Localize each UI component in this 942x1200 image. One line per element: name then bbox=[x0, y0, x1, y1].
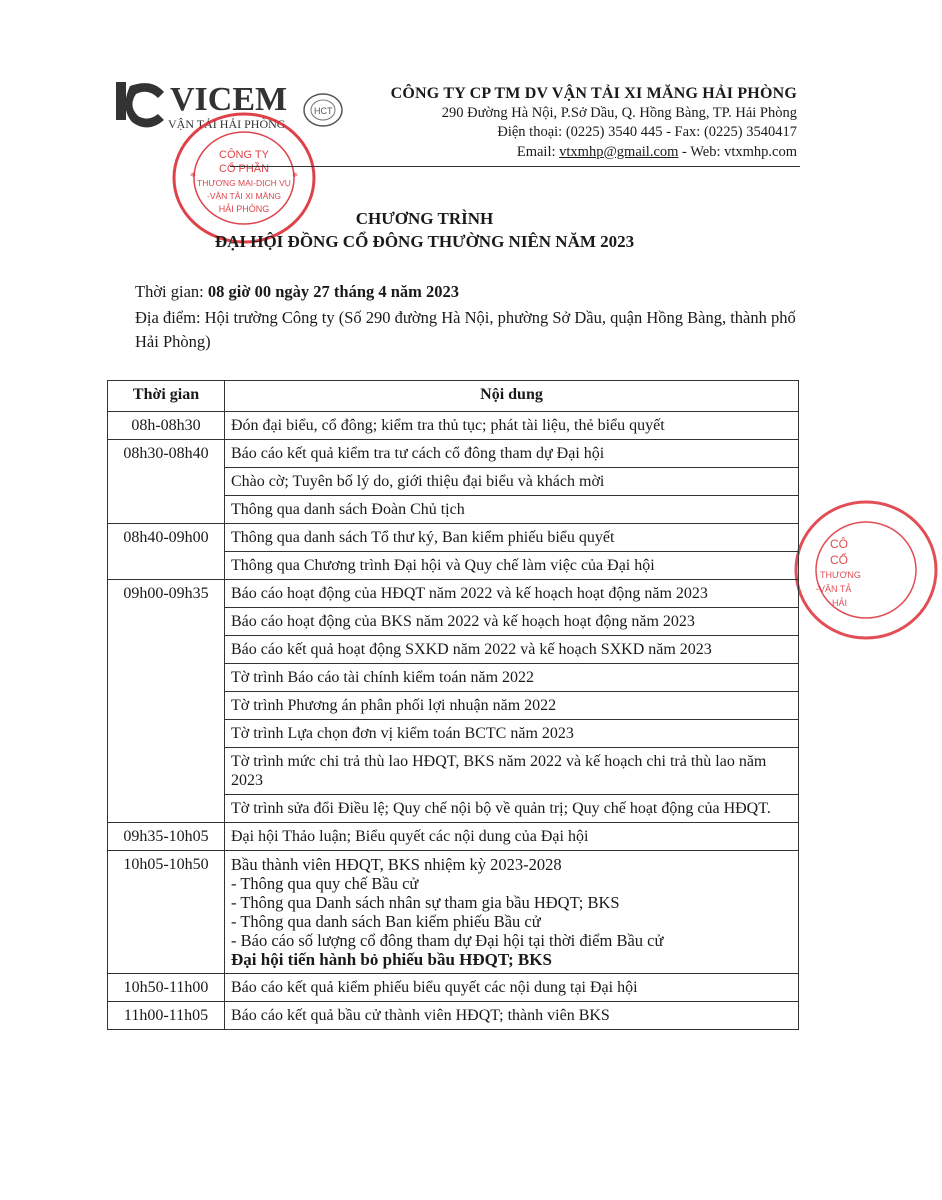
row-content: Chào cờ; Tuyên bố lý do, giới thiệu đại biểu và khách mời bbox=[225, 468, 799, 496]
row-time: 08h-08h30 bbox=[108, 412, 225, 440]
row-time: 11h00-11h05 bbox=[108, 1002, 225, 1030]
row-time: 10h05-10h50 bbox=[108, 851, 225, 974]
time-label: Thời gian: bbox=[135, 282, 208, 301]
row-content: Tờ trình sửa đổi Điều lệ; Quy chế nội bộ về quản trị; Quy chế hoạt động của HĐQT. bbox=[225, 795, 799, 823]
table-row bbox=[108, 823, 799, 851]
svg-text:CÔNG TY: CÔNG TY bbox=[219, 149, 269, 161]
block-line: - Thông qua Danh sách nhân sự tham gia bầu HĐQT; BKS bbox=[231, 893, 620, 912]
table-row bbox=[108, 580, 799, 608]
row-content: Tờ trình Báo cáo tài chính kiểm toán năm 2022 bbox=[225, 664, 799, 692]
table-row bbox=[108, 974, 799, 1002]
svg-text:HẢI PHÒNG: HẢI PHÒNG bbox=[218, 204, 270, 214]
svg-text:CỔ: CỔ bbox=[830, 553, 848, 567]
row-content: Báo cáo kết quả hoạt động SXKD năm 2022 và kế hoạch SXKD năm 2023 bbox=[225, 636, 799, 664]
header-content: Nội dung bbox=[225, 381, 799, 412]
row-content: Thông qua danh sách Tổ thư ký, Ban kiểm phiếu biểu quyết bbox=[225, 524, 799, 552]
block-line: - Thông qua quy chế Bầu cử bbox=[231, 874, 419, 893]
document-title: CHƯƠNG TRÌNH bbox=[355, 209, 494, 228]
svg-text:HẢI: HẢI bbox=[832, 598, 848, 608]
svg-text:*: * bbox=[190, 169, 196, 183]
row-time: 10h50-11h00 bbox=[108, 974, 225, 1002]
table-row bbox=[108, 524, 799, 552]
time-value: 08 giờ 00 ngày 27 tháng 4 năm 2023 bbox=[207, 282, 460, 301]
table-header-row bbox=[108, 381, 799, 412]
header-time: Thời gian bbox=[108, 381, 225, 412]
svg-text:CỔ PHẦN: CỔ PHẦN bbox=[218, 163, 270, 175]
meeting-time bbox=[135, 280, 459, 304]
email-label: Email: bbox=[516, 143, 560, 160]
row-time: 09h00-09h35 bbox=[108, 580, 225, 823]
block-line-bold: Đại hội tiến hành bỏ phiếu bầu HĐQT; BKS bbox=[231, 950, 552, 969]
svg-text:*: * bbox=[292, 169, 298, 183]
header-divider bbox=[230, 166, 800, 167]
company-phone: Điện thoại: (0225) 3540 445 - Fax: (0225) 3540417 bbox=[497, 124, 797, 140]
table-row bbox=[108, 1002, 799, 1030]
row-content: Báo cáo hoạt động của HĐQT năm 2022 và kế hoạch hoạt động năm 2023 bbox=[225, 580, 799, 608]
company-seal-stamp-edge bbox=[790, 490, 880, 650]
company-address: 290 Đường Hà Nội, P.Sở Dầu, Q. Hồng Bàng, TP. Hải Phòng bbox=[441, 104, 797, 121]
block-line: - Thông qua danh sách Ban kiểm phiếu Bầu cử bbox=[231, 912, 541, 931]
row-content: Thông qua Chương trình Đại hội và Quy chế làm việc của Đại hội bbox=[225, 552, 799, 580]
meeting-place: Địa điểm: Hội trường Công ty (Số 290 đường Hà Nội, phường Sở Dầu, quận Hồng Bàng, thành phố Hải Phòng) bbox=[135, 308, 796, 351]
block-line: Bầu thành viên HĐQT, BKS nhiệm kỳ 2023-2028 bbox=[231, 855, 562, 874]
company-info bbox=[391, 84, 797, 162]
svg-text:THƯƠNG: THƯƠNG bbox=[820, 570, 861, 580]
row-content: Báo cáo hoạt động của BKS năm 2022 và kế hoạch hoạt động năm 2023 bbox=[225, 608, 799, 636]
table-row bbox=[108, 440, 799, 468]
row-content: Tờ trình Lựa chọn đơn vị kiểm toán BCTC năm 2023 bbox=[225, 720, 799, 748]
company-name: CÔNG TY CP TM DV VẬN TẢI XI MĂNG HẢI PHÒNG bbox=[390, 85, 797, 102]
row-content: Báo cáo kết quả kiểm tra tư cách cổ đông tham dự Đại hội bbox=[225, 440, 799, 468]
block-line: - Báo cáo số lượng cổ đông tham dự Đại hội tại thời điểm Bầu cử bbox=[231, 931, 664, 950]
row-time: 09h35-10h05 bbox=[108, 823, 225, 851]
row-content-block bbox=[225, 851, 799, 974]
row-content: Báo cáo kết quả bầu cử thành viên HĐQT; thành viên BKS bbox=[225, 1002, 799, 1030]
svg-text:CÔ: CÔ bbox=[830, 537, 848, 551]
svg-text:-VẬN TẢ: -VẬN TẢ bbox=[816, 584, 852, 594]
table-row bbox=[108, 412, 799, 440]
row-content: Báo cáo kết quả kiểm phiếu biểu quyết các nội dung tại Đại hội bbox=[225, 974, 799, 1002]
svg-text:-VẬN TẢI XI MĂNG: -VẬN TẢI XI MĂNG bbox=[207, 191, 281, 201]
row-content: Tờ trình Phương án phân phối lợi nhuận năm 2022 bbox=[225, 692, 799, 720]
row-content: Đón đại biểu, cổ đông; kiểm tra thủ tục; phát tài liệu, thẻ biểu quyết bbox=[225, 412, 799, 440]
row-time: 08h30-08h40 bbox=[108, 440, 225, 524]
company-contact bbox=[391, 143, 797, 163]
svg-text:HCT: HCT bbox=[314, 106, 333, 116]
row-content: Đại hội Thảo luận; Biểu quyết các nội dung của Đại hội bbox=[225, 823, 799, 851]
svg-text:THƯƠNG MẠI-DỊCH VỤ: THƯƠNG MẠI-DỊCH VỤ bbox=[197, 178, 291, 188]
table-row bbox=[108, 851, 799, 974]
logo-text: VICEM bbox=[170, 81, 288, 118]
row-content: Tờ trình mức chi trả thù lao HĐQT, BKS năm 2022 và kế hoạch chi trả thù lao năm 2023 bbox=[225, 748, 799, 795]
email-link[interactable]: vtxmhp@gmail.com bbox=[559, 143, 679, 160]
agenda-table bbox=[107, 380, 799, 1030]
web-text: - Web: vtxmhp.com bbox=[678, 143, 797, 160]
document-subtitle: ĐẠI HỘI ĐỒNG CỔ ĐÔNG THƯỜNG NIÊN NĂM 2023 bbox=[214, 232, 635, 251]
logo-subtitle: VẬN TẢI HẢI PHÒNG bbox=[168, 117, 286, 131]
row-time: 08h40-09h00 bbox=[108, 524, 225, 580]
row-content: Thông qua danh sách Đoàn Chủ tịch bbox=[225, 496, 799, 524]
